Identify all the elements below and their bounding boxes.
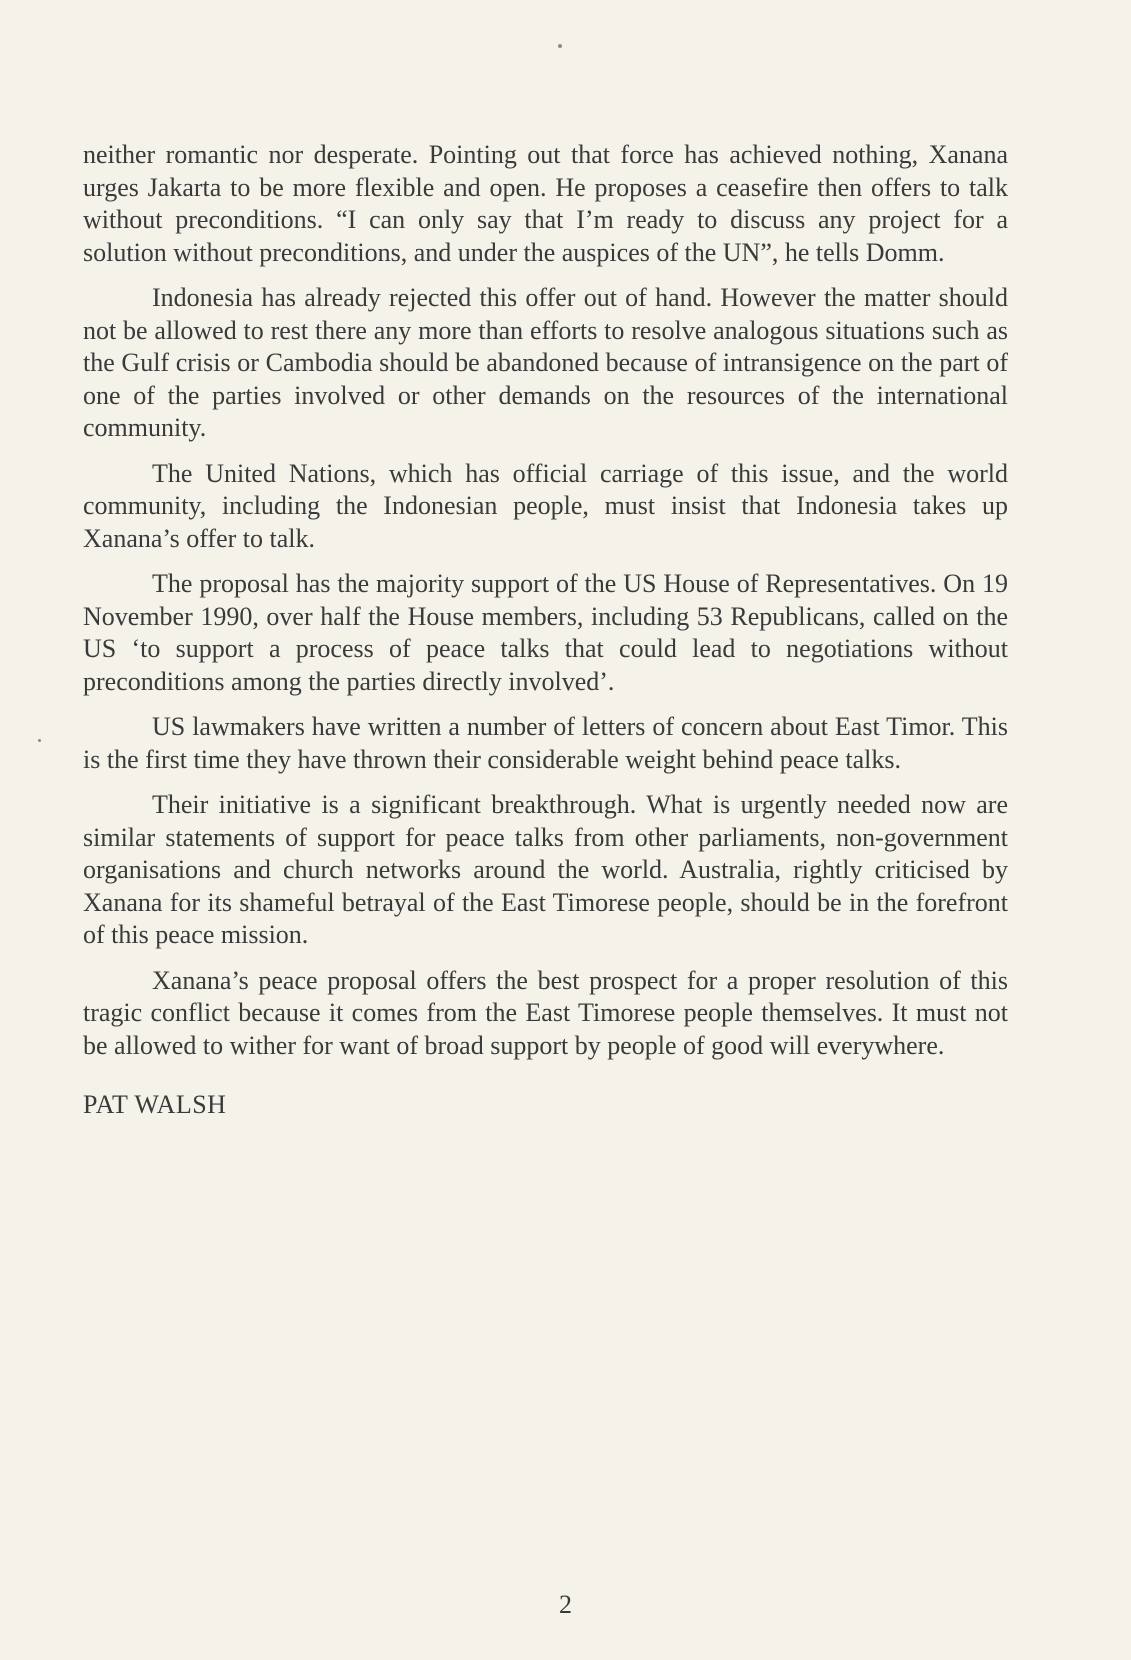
paragraph-6: Their initiative is a significant breakthrough. What is urgently needed now are similar statements of support for peace talks from other parliaments, non-government organisations and church networks around the world. Australia, rightly criticised by Xanana for its shameful betrayal of the East Timorese people, should be in the forefront of this peace mission.	[83, 790, 1008, 949]
paragraph-7: Xanana’s peace proposal offers the best prospect for a proper resolution of this tragic conflict because it comes from the East Timorese people themselves. It must not be allowed to wither for want of broad support by people of good will everywhere.	[83, 965, 1008, 1060]
paragraph-2: Indonesia has already rejected this offer out of hand. However the matter should not be allowed to rest there any more than efforts to resolve analogous situations such as the Gulf crisis or Cambodia should be abandoned because of intransigence on the part of one of the parties involved or other demands on the resources of the international community.	[83, 283, 1008, 442]
paragraph-1: neither romantic nor desperate. Pointing out that force has achieved nothing, Xanana urges Jakarta to be more flexible and open. He proposes a ceasefire then offers to talk without preconditions. “I can only say that I’m ready to discuss any project for a solution without preconditions, and under the auspices of the UN”, he tells Domm.	[83, 140, 1008, 267]
paragraph-3: The United Nations, which has official carriage of this issue, and the world community, including the Indonesian people, must insist that Indonesia takes up Xanana’s offer to talk.	[83, 458, 1008, 553]
print-speck	[558, 44, 562, 48]
paragraph-4: The proposal has the majority support of the US House of Representatives. On 19 November 1990, over half the House members, including 53 Republicans, called on the US ‘to support a process of peace talks that could lead to negotiations without preconditions among the parties directly involved’.	[83, 569, 1008, 696]
paragraph-5: US lawmakers have written a number of letters of concern about East Timor. This is the first time they have thrown their considerable weight behind peace talks.	[83, 712, 1008, 774]
page-number: 2	[559, 1590, 572, 1619]
author-signature: PAT WALSH	[83, 1090, 227, 1119]
print-speck	[38, 739, 41, 742]
article-body	[83, 139, 1008, 1121]
